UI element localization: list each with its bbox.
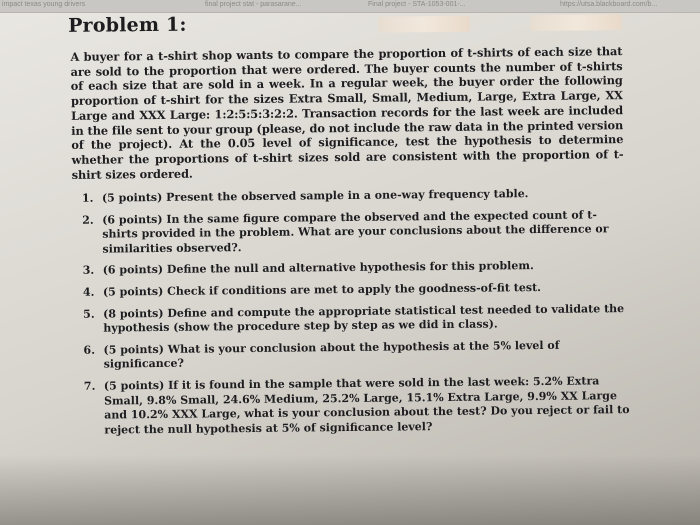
problem-sheet — [60, 8, 645, 514]
browser-tab-impact[interactable]: impact texas young drivers — [2, 1, 86, 8]
question-list — [82, 186, 631, 445]
question-item — [83, 258, 629, 278]
redacted-mark-2 — [530, 14, 622, 31]
question-text: (6 points) Define the null and alternative hypothesis for this problem. — [102, 259, 534, 277]
question-item — [83, 338, 629, 373]
question-item — [83, 280, 629, 300]
question-number: 3. — [82, 264, 95, 278]
question-number: 1. — [81, 191, 94, 205]
problem-title: Problem 1: — [68, 13, 187, 37]
question-number: 4. — [82, 285, 95, 299]
question-text: (5 points) What is your conclusion about the hypothesis at the 5% level of significance? — [103, 338, 560, 371]
question-item — [82, 208, 628, 257]
question-number: 2. — [82, 213, 94, 227]
problem-intro: A buyer for a t-shirt shop wants to compare the proportion of t-shirts of each size that are sold to the proportion that were ordered. The buyer counts the number of t-shirts of each size that are sold in a week. In a regular week, the buyer order the following proportion of t-shirt for the sizes Extra Small, Small, Medium, Large, Extra Large, XX Large and XXX Large: 1:2:5:5:3:2:2. Transaction records for the last week are included in the file sent to your group (please, do not include the raw data in the printed version of the project). At the 0.05 level of significance, test the hypothesis to determine whether the proportions of t-shirt sizes sold are consistent with the proportion of t-shirt sizes ordered. — [70, 44, 624, 182]
question-number: 6. — [83, 343, 96, 357]
question-text: (8 points) Define and compute the appropriate statistical test needed to validate the hypothesis (show the procedure step by step as we did in class). — [103, 301, 625, 335]
question-item — [83, 302, 629, 337]
browser-tab-final-project-stat[interactable]: final project stat - parasarane... — [205, 1, 302, 8]
question-number: 7. — [83, 379, 96, 393]
question-text: (5 points) If it is found in the sample that were sold in the last week: 5.2% Extra Small, 9.8% Small, 24.6% Medium, 25.2% Large, 15.1% Extra Large, 9.9% XX Large and 10.2% XXX Large, what is your conclusion about the test? Do you reject or fail to reject the null hypothesis at 5% of significance level? — [103, 374, 630, 437]
redacted-mark-1 — [378, 16, 470, 33]
question-item — [82, 186, 628, 206]
browser-url-text[interactable]: https://utsa.blackboard.com/b... — [560, 1, 658, 8]
question-number: 5. — [83, 307, 95, 321]
question-text: (5 points) Check if conditions are met to apply the goodness-of-fit test. — [102, 280, 542, 299]
question-text: (5 points) Present the observed sample in a one-way frequency table. — [101, 187, 529, 205]
question-text: (6 points) In the same figure compare the observed and the expected count of t-shirts provided in the problem. What are your conclusions about the difference or similarities observed?. — [102, 207, 609, 256]
browser-tab-final-project-sta[interactable]: Final project - STA-1053-001-... — [368, 1, 466, 8]
question-item — [84, 374, 631, 438]
